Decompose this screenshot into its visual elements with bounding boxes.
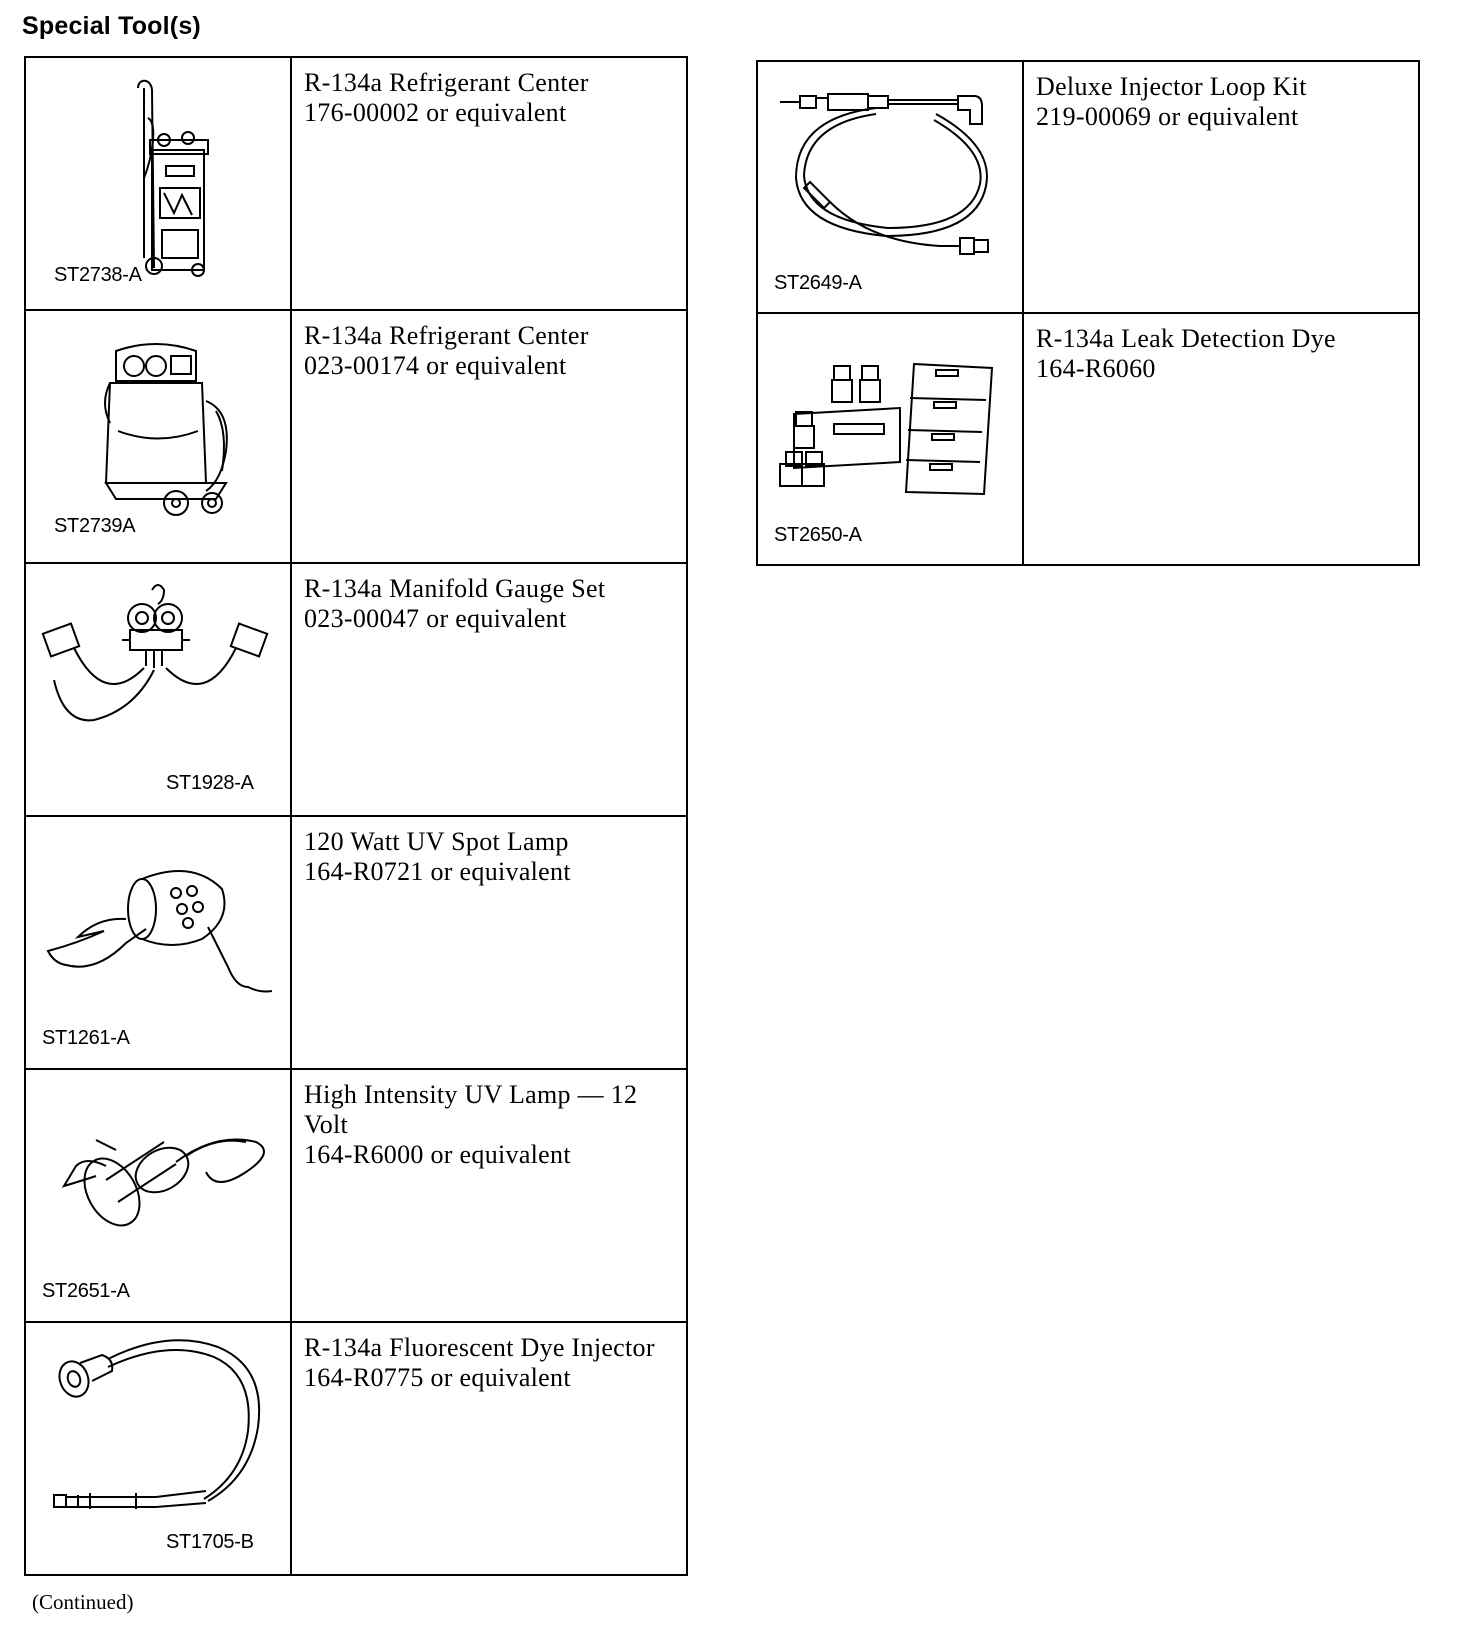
tool-row — [25, 1322, 687, 1575]
tool-name: R-134a Refrigerant Center — [304, 68, 589, 97]
tool-row — [757, 313, 1419, 565]
tool-illustration-cell — [25, 310, 291, 563]
tool-name: 120 Watt UV Spot Lamp — [304, 827, 569, 856]
tool-code: ST1261-A — [42, 1027, 130, 1049]
tool-name: R-134a Leak Detection Dye — [1036, 324, 1336, 353]
tool-illustration-cell — [757, 61, 1023, 313]
tool-description — [1023, 313, 1419, 565]
tool-description — [1023, 61, 1419, 313]
tool-code: ST2649-A — [774, 272, 862, 294]
tool-illustration-cell — [25, 1322, 291, 1575]
tool-name: High Intensity UV Lamp — 12 Volt — [304, 1080, 638, 1139]
tool-description — [291, 310, 687, 563]
tool-row — [25, 563, 687, 816]
page-title: Special Tool(s) — [22, 12, 201, 40]
tool-part-number: 164-R6000 or equivalent — [304, 1140, 571, 1169]
tool-code: ST2739A — [54, 515, 136, 537]
tool-illustration-cell — [25, 1069, 291, 1322]
tool-part-number: 164-R6060 — [1036, 354, 1156, 383]
tool-part-number: 023-00174 or equivalent — [304, 351, 567, 380]
special-tools-table-left — [24, 56, 688, 1576]
tool-description — [291, 563, 687, 816]
tool-part-number: 023-00047 or equivalent — [304, 604, 567, 633]
special-tools-table-right — [756, 60, 1420, 566]
tool-illustration-cell — [25, 816, 291, 1069]
tool-name: R-134a Manifold Gauge Set — [304, 574, 606, 603]
tool-part-number: 176-00002 or equivalent — [304, 98, 567, 127]
tool-name: R-134a Refrigerant Center — [304, 321, 589, 350]
tool-description — [291, 816, 687, 1069]
tool-code: ST1928-A — [166, 772, 254, 794]
tool-name: Deluxe Injector Loop Kit — [1036, 72, 1307, 101]
tool-part-number: 164-R0721 or equivalent — [304, 857, 571, 886]
tool-code: ST2650-A — [774, 524, 862, 546]
tool-row — [25, 816, 687, 1069]
tool-part-number: 219-00069 or equivalent — [1036, 102, 1299, 131]
tool-description — [291, 1069, 687, 1322]
tool-illustration-cell — [25, 563, 291, 816]
tool-name: R-134a Fluorescent Dye Injector — [304, 1333, 655, 1362]
tool-description — [291, 57, 687, 310]
tool-row — [25, 57, 687, 310]
tool-code: ST1705-B — [166, 1531, 254, 1553]
tool-description — [291, 1322, 687, 1575]
tool-illustration-cell — [757, 313, 1023, 565]
tool-illustration-cell — [25, 57, 291, 310]
tool-part-number: 164-R0775 or equivalent — [304, 1363, 571, 1392]
tool-row — [25, 1069, 687, 1322]
tool-row — [757, 61, 1419, 313]
tool-code: ST2651-A — [42, 1280, 130, 1302]
tool-code: ST2738-A — [54, 264, 142, 286]
tool-row — [25, 310, 687, 563]
continued-note: (Continued) — [32, 1590, 134, 1614]
